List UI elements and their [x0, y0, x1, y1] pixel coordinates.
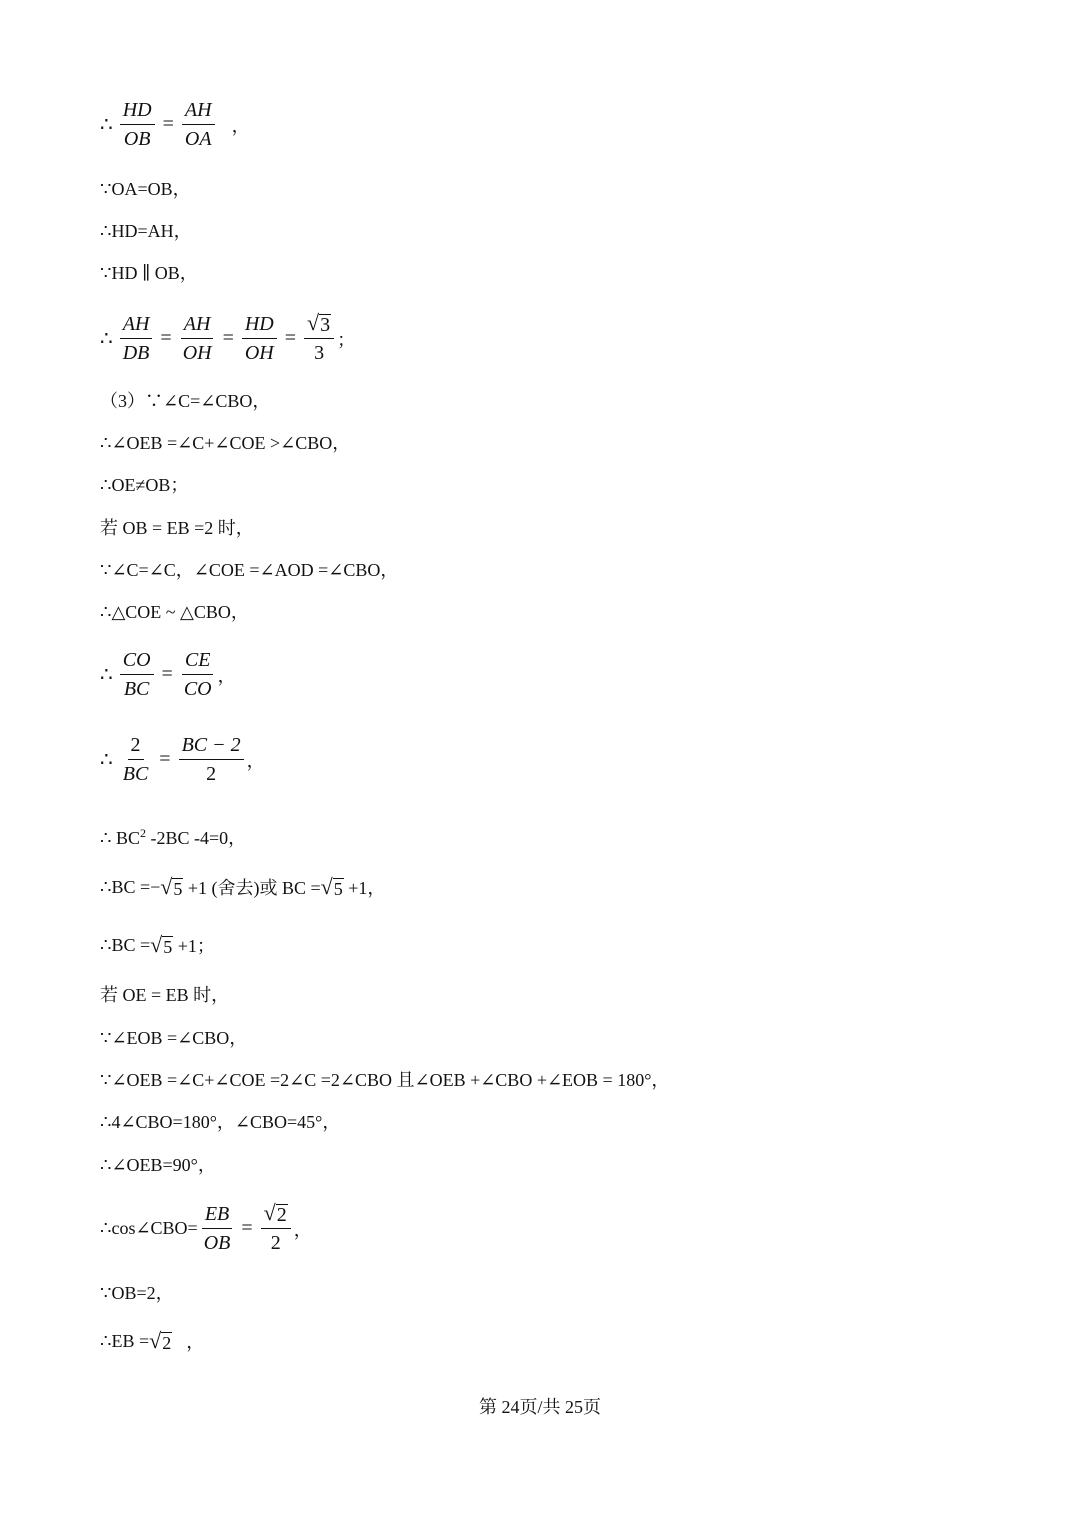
line-8: ∴OE≠OB； [100, 475, 189, 495]
line-19: ∵∠OEB =∠C+∠COE =2∠C =2∠CBO 且∠OEB +∠CBO +∠EOB = 180°， [100, 1070, 670, 1090]
line-7: ∴∠OEB =∠C+∠COE >∠CBO， [100, 433, 351, 453]
fraction: $\frac{HD}{OH}$ [242, 310, 277, 367]
line-21: ∴∠OEB=90°， [100, 1155, 216, 1175]
line-11: ∴△COE ~ △CBO， [100, 602, 249, 622]
fraction: $\frac{CO}{BC}$ [120, 646, 154, 703]
sqrt: √ 5 [160, 874, 183, 899]
line-9: 若 OB = EB =2 时， [100, 518, 254, 538]
line-1: ∴ $\frac{HD}{OB}$ = $\frac{AH}{OA}$ ， [100, 96, 250, 153]
sqrt: √ 5 [150, 932, 173, 957]
line-12: ∴ $\frac{CO}{BC}$ = $\frac{CE}{CO}$ ， [100, 646, 236, 703]
fraction: $\frac{AH}{DB}$ [120, 310, 153, 367]
line-22: ∴cos∠CBO= $\frac{EB}{OB}$ = √ 2 2 ， [100, 1200, 312, 1257]
line-10: ∵∠C=∠C，∠COE =∠AOD =∠CBO， [100, 560, 399, 580]
line-3: ∴HD=AH， [100, 221, 192, 241]
line-6: （3）∵∠C=∠CBO， [100, 391, 271, 411]
line-2: ∵OA=OB， [100, 179, 191, 199]
line-24: ∴EB = √ 2 ， [100, 1328, 205, 1353]
line-5: ∴ $\frac{AH}{DB}$ = $\frac{AH}{OH}$ = $\frac{HD}{OH}$ = √ 3 3 ； [100, 310, 355, 367]
line-4: ∵HD ∥ OB， [100, 263, 198, 283]
line-17: 若 OE = EB 时， [100, 985, 230, 1005]
line-20: ∴4∠CBO=180°，∠CBO=45°， [100, 1112, 341, 1132]
fraction: $\frac{EB}{OB}$ [201, 1200, 234, 1257]
line-15: ∴BC = − √ 5 +1 (舍去)或 BC = √ 5 +1， [100, 874, 386, 899]
fraction: $\frac{CE}{CO}$ [181, 646, 215, 703]
line-13: ∴ $\frac{2}{BC}$ = $\frac{BC - 2}{2}$ ， [100, 731, 265, 788]
line-18: ∵∠EOB =∠CBO， [100, 1028, 248, 1048]
therefore-symbol: ∴ [100, 114, 113, 136]
page-footer: 第 24页/共 25页 [478, 1397, 601, 1417]
fraction-sqrt3-over-3: √ 3 3 [304, 310, 334, 367]
fraction-sqrt2-over-2: √ 2 2 [261, 1200, 291, 1257]
fraction: $\frac{AH}{OH}$ [180, 310, 215, 367]
fraction: $\frac{HD}{OB}$ [120, 96, 155, 153]
sqrt: √ 5 [320, 874, 343, 899]
fraction: $\frac{2}{BC}$ [120, 731, 152, 788]
sqrt: √ 2 [149, 1328, 172, 1353]
line-14: ∴ $BC^2$ -2BC -4=0， [100, 826, 247, 848]
fraction: $\frac{AH}{OA}$ [182, 96, 215, 153]
line-23: ∵OB=2， [100, 1283, 174, 1303]
fraction: $\frac{BC - 2}{2}$ [179, 731, 244, 788]
line-16: ∴BC = √ 5 +1； [100, 932, 215, 957]
